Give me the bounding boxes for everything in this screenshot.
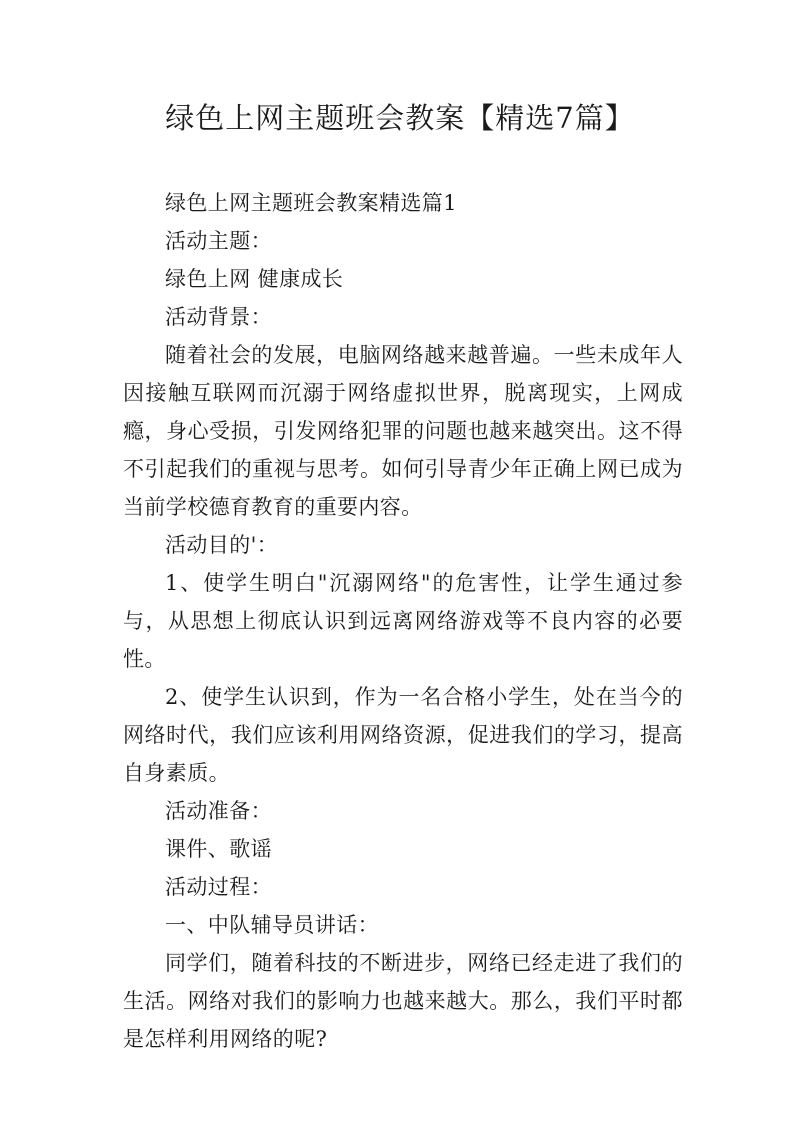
document-body xyxy=(123,184,683,1058)
paragraph-purpose-1: 1、使学生明白"沉溺网络"的危害性，让学生通过参与，从思想上彻底认识到远离网络游戏等不良内容的必要性。 xyxy=(123,571,683,671)
paragraph-preparation-label: 活动准备： xyxy=(165,799,272,823)
paragraph-step-1-heading: 一、中队辅导员讲话： xyxy=(165,913,379,937)
paragraph-background-label: 活动背景： xyxy=(165,305,272,329)
paragraph-purpose-2: 2、使学生认识到，作为一名合格小学生，处在当今的网络时代，我们应该利用网络资源，促进我们的学习，提高自身素质。 xyxy=(123,685,683,785)
paragraph-activity-theme: 绿色上网 健康成长 xyxy=(165,267,344,291)
paragraph-process-label: 活动过程： xyxy=(165,875,272,899)
paragraph-purpose-label: 活动目的'： xyxy=(165,533,279,557)
paragraph-background: 随着社会的发展，电脑网络越来越普遍。一些未成年人因接触互联网而沉溺于网络虚拟世界，脱离现实，上网成瘾，身心受损，引发网络犯罪的问题也越来越突出。这不得不引起我们的重视与思考。如何引导青少年正确上网已成为当前学校德育教育的重要内容。 xyxy=(123,343,683,519)
paragraph-activity-theme-label: 活动主题： xyxy=(165,229,272,253)
document-title: 绿色上网主题班会教案【精选7篇】 xyxy=(165,101,635,135)
paragraph-step-1: 同学们，随着科技的不断进步，网络已经走进了我们的生活。网络对我们的影响力也越来越大。那么，我们平时都是怎样利用网络的呢? xyxy=(123,951,683,1051)
paragraph-preparation: 课件、歌谣 xyxy=(165,837,272,861)
paragraph-section-heading: 绿色上网主题班会教案精选篇1 xyxy=(165,191,457,215)
